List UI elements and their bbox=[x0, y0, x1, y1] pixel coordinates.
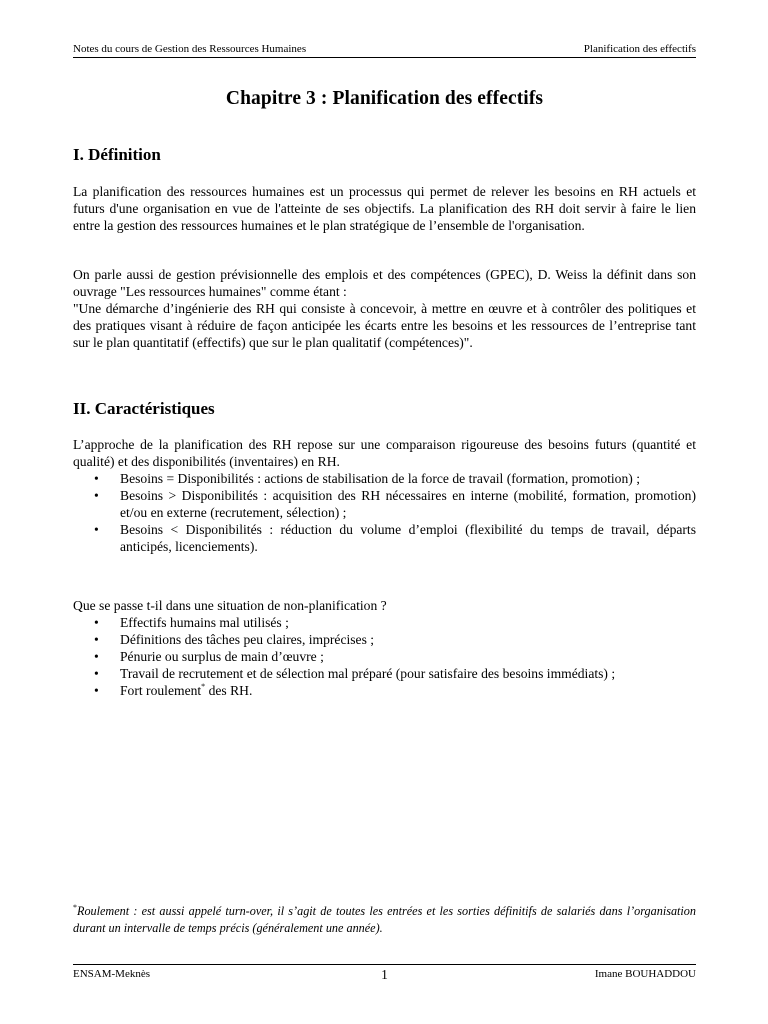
footnote bbox=[73, 903, 696, 937]
bullet-icon: • bbox=[94, 666, 99, 681]
paragraph: La planification des ressources humaines est un processus qui permet de relever les besoins en RH actuels et futurs d'une organisation en vue de l'atteinte de ses objectifs. La planification des RH doit servir à faire le lien entre la gestion des ressources humaines et le plan stratégique de l’ensemble de l'organisation. bbox=[73, 184, 696, 233]
footnote-marker: * bbox=[201, 682, 206, 691]
characteristics-intro-block bbox=[73, 436, 696, 555]
list-item: • Travail de recrutement et de sélection mal préparé (pour satisfaire des besoins immédiats) ; bbox=[94, 666, 616, 681]
header-course-title: Notes du cours de Gestion des Ressources Humaines bbox=[73, 43, 307, 55]
definition-paragraph-1 bbox=[73, 183, 696, 234]
bullet-icon: • bbox=[94, 471, 99, 486]
list-item: • Pénurie ou surplus de main d’œuvre ; bbox=[94, 649, 324, 664]
question-paragraph: Que se passe t-il dans une situation de non-planification ? bbox=[73, 598, 387, 613]
chapter-title: Chapitre 3 : Planification des effectifs bbox=[225, 88, 544, 109]
section-heading-definition: I. Définition bbox=[73, 145, 161, 164]
footer-institution: ENSAM-Meknès bbox=[73, 968, 150, 980]
list-item: • Fort roulement* des RH. bbox=[94, 682, 253, 698]
footer-author: Imane BOUHADDOU bbox=[594, 968, 696, 980]
page-number: 1 bbox=[381, 967, 388, 982]
paragraph: L’approche de la planification des RH repose sur une comparaison rigoureuse des besoins futurs (quantité et qualité) et des disponibilités (inventaires) en RH. bbox=[73, 437, 696, 469]
bullet-list-cases bbox=[73, 470, 696, 555]
bullet-icon: • bbox=[94, 488, 99, 503]
footnote-marker: * bbox=[73, 903, 77, 912]
header-chapter-name: Planification des effectifs bbox=[583, 43, 696, 55]
bullet-icon: • bbox=[94, 683, 99, 698]
non-planning-block bbox=[73, 597, 696, 699]
list-item: • Définitions des tâches peu claires, imprécises ; bbox=[94, 632, 375, 647]
chapter-title-block bbox=[73, 86, 696, 112]
paragraph: On parle aussi de gestion prévisionnelle des emplois et des compétences (GPEC), D. Weiss la définit dans son ouvrage "Les ressources humaines" comme étant : bbox=[73, 267, 696, 299]
list-item: • Besoins < Disponibilités : réduction du volume d’emploi (flexibilité du temps de travail, départs anticipés, licenciements). bbox=[94, 522, 696, 554]
running-header bbox=[73, 42, 696, 58]
bullet-icon: • bbox=[94, 632, 99, 647]
section-characteristics bbox=[73, 398, 696, 420]
footnote-text: Roulement : est aussi appelé turn-over, il s’agit de toutes les entrées et les sorties définitifs de salariés dans l’organisation durant un intervalle de temps précis (généralement une année). bbox=[73, 904, 696, 935]
bullet-icon: • bbox=[94, 522, 99, 537]
list-item: • Effectifs humains mal utilisés ; bbox=[94, 615, 289, 630]
running-footer bbox=[73, 964, 696, 982]
section-heading-characteristics: II. Caractéristiques bbox=[73, 399, 215, 418]
bullet-list-consequences bbox=[73, 614, 696, 699]
definition-paragraph-2 bbox=[73, 266, 696, 351]
list-item: • Besoins = Disponibilités : actions de stabilisation de la force de travail (formation, promotion) ; bbox=[94, 471, 640, 486]
bullet-icon: • bbox=[94, 615, 99, 630]
quote-paragraph: "Une démarche d’ingénierie des RH qui consiste à concevoir, à mettre en œuvre et à contrôler des politiques et des pratiques visant à réduire de façon anticipée les écarts entre les besoins et les ressources de l’entreprise tant sur le plan quantitatif (effectifs) que sur le plan qualitatif (compétences)". bbox=[73, 301, 696, 350]
section-definition bbox=[73, 144, 696, 166]
list-item: • Besoins > Disponibilités : acquisition des RH nécessaires en interne (mobilité, formation, promotion) et/ou en externe (recrutement, sélection) ; bbox=[94, 488, 696, 520]
bullet-icon: • bbox=[94, 649, 99, 664]
